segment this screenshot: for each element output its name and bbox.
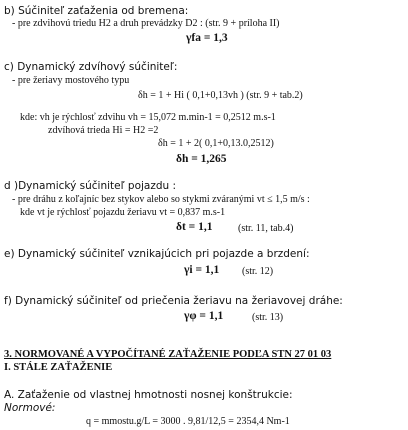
- ref-f: (str. 13): [252, 312, 284, 323]
- result-d: δt = 1,1: [176, 221, 213, 233]
- section3-sub: I. STÁLE ZAŤAŽENIE: [4, 362, 113, 373]
- desc-c: - pre žeriavy mostového typu: [12, 75, 130, 86]
- normove-label: Normové:: [4, 402, 56, 414]
- heading-f: f) Dynamický súčiniteľ od priečenia žeriavu na žeriavovej dráhe:: [4, 295, 343, 307]
- desc-b: - pre zdvihovú triedu H2 a druh prevádzky D2 : (str. 9 + príloha II): [12, 18, 280, 29]
- ref-d: (str. 11, tab.4): [238, 223, 294, 234]
- heading-e: e) Dynamický súčiniteľ vznikajúcich pri pojazde a brzdení:: [4, 248, 310, 260]
- heading-b: b) Súčiniteľ zaťaženia od bremena:: [4, 5, 189, 17]
- heading-d: d )Dynamický súčiniteľ pojazdu :: [4, 180, 177, 192]
- result-e: γi = 1,1: [184, 264, 220, 276]
- formula-A: q = mmostu.g/L = 3000 . 9,81/12,5 = 2354,4 Nm-1: [86, 416, 290, 427]
- heading-A: A. Zaťaženie od vlastnej hmotnosti nosnej konštrukcie:: [4, 389, 293, 401]
- desc2-d: kde vt je rýchlosť pojazdu žeriavu vt = 0,837 m.s-1: [20, 207, 226, 218]
- section3-title: 3. NORMOVANÉ A VYPOČÍTANÉ ZAŤAŽENIE PODĽA STN 27 01 03: [4, 349, 332, 360]
- calc-c: δh = 1 + 2( 0,1+0,13.0,2512): [158, 138, 274, 149]
- result-f: γφ = 1,1: [184, 310, 224, 322]
- desc1-d: - pre dráhu z koľajníc bez stykov alebo so stykmi zváranými vt ≤ 1,5 m/s :: [12, 194, 310, 205]
- result-b: γfa = 1,3: [186, 32, 228, 44]
- heading-c: c) Dynamický zdvíhový súčiniteľ:: [4, 61, 178, 73]
- ref-e: (str. 12): [242, 266, 274, 277]
- kde-c: kde: vh je rýchlosť zdvihu vh = 15,072 m.min-1 = 0,2512 m.s-1: [20, 112, 276, 123]
- result-c: δh = 1,265: [176, 153, 227, 165]
- trieda-c: zdvíhová trieda Hi = H2 =2: [48, 125, 159, 136]
- formula-c: δh = 1 + Hi ( 0,1+0,13vh ) (str. 9 + tab.2): [138, 90, 303, 101]
